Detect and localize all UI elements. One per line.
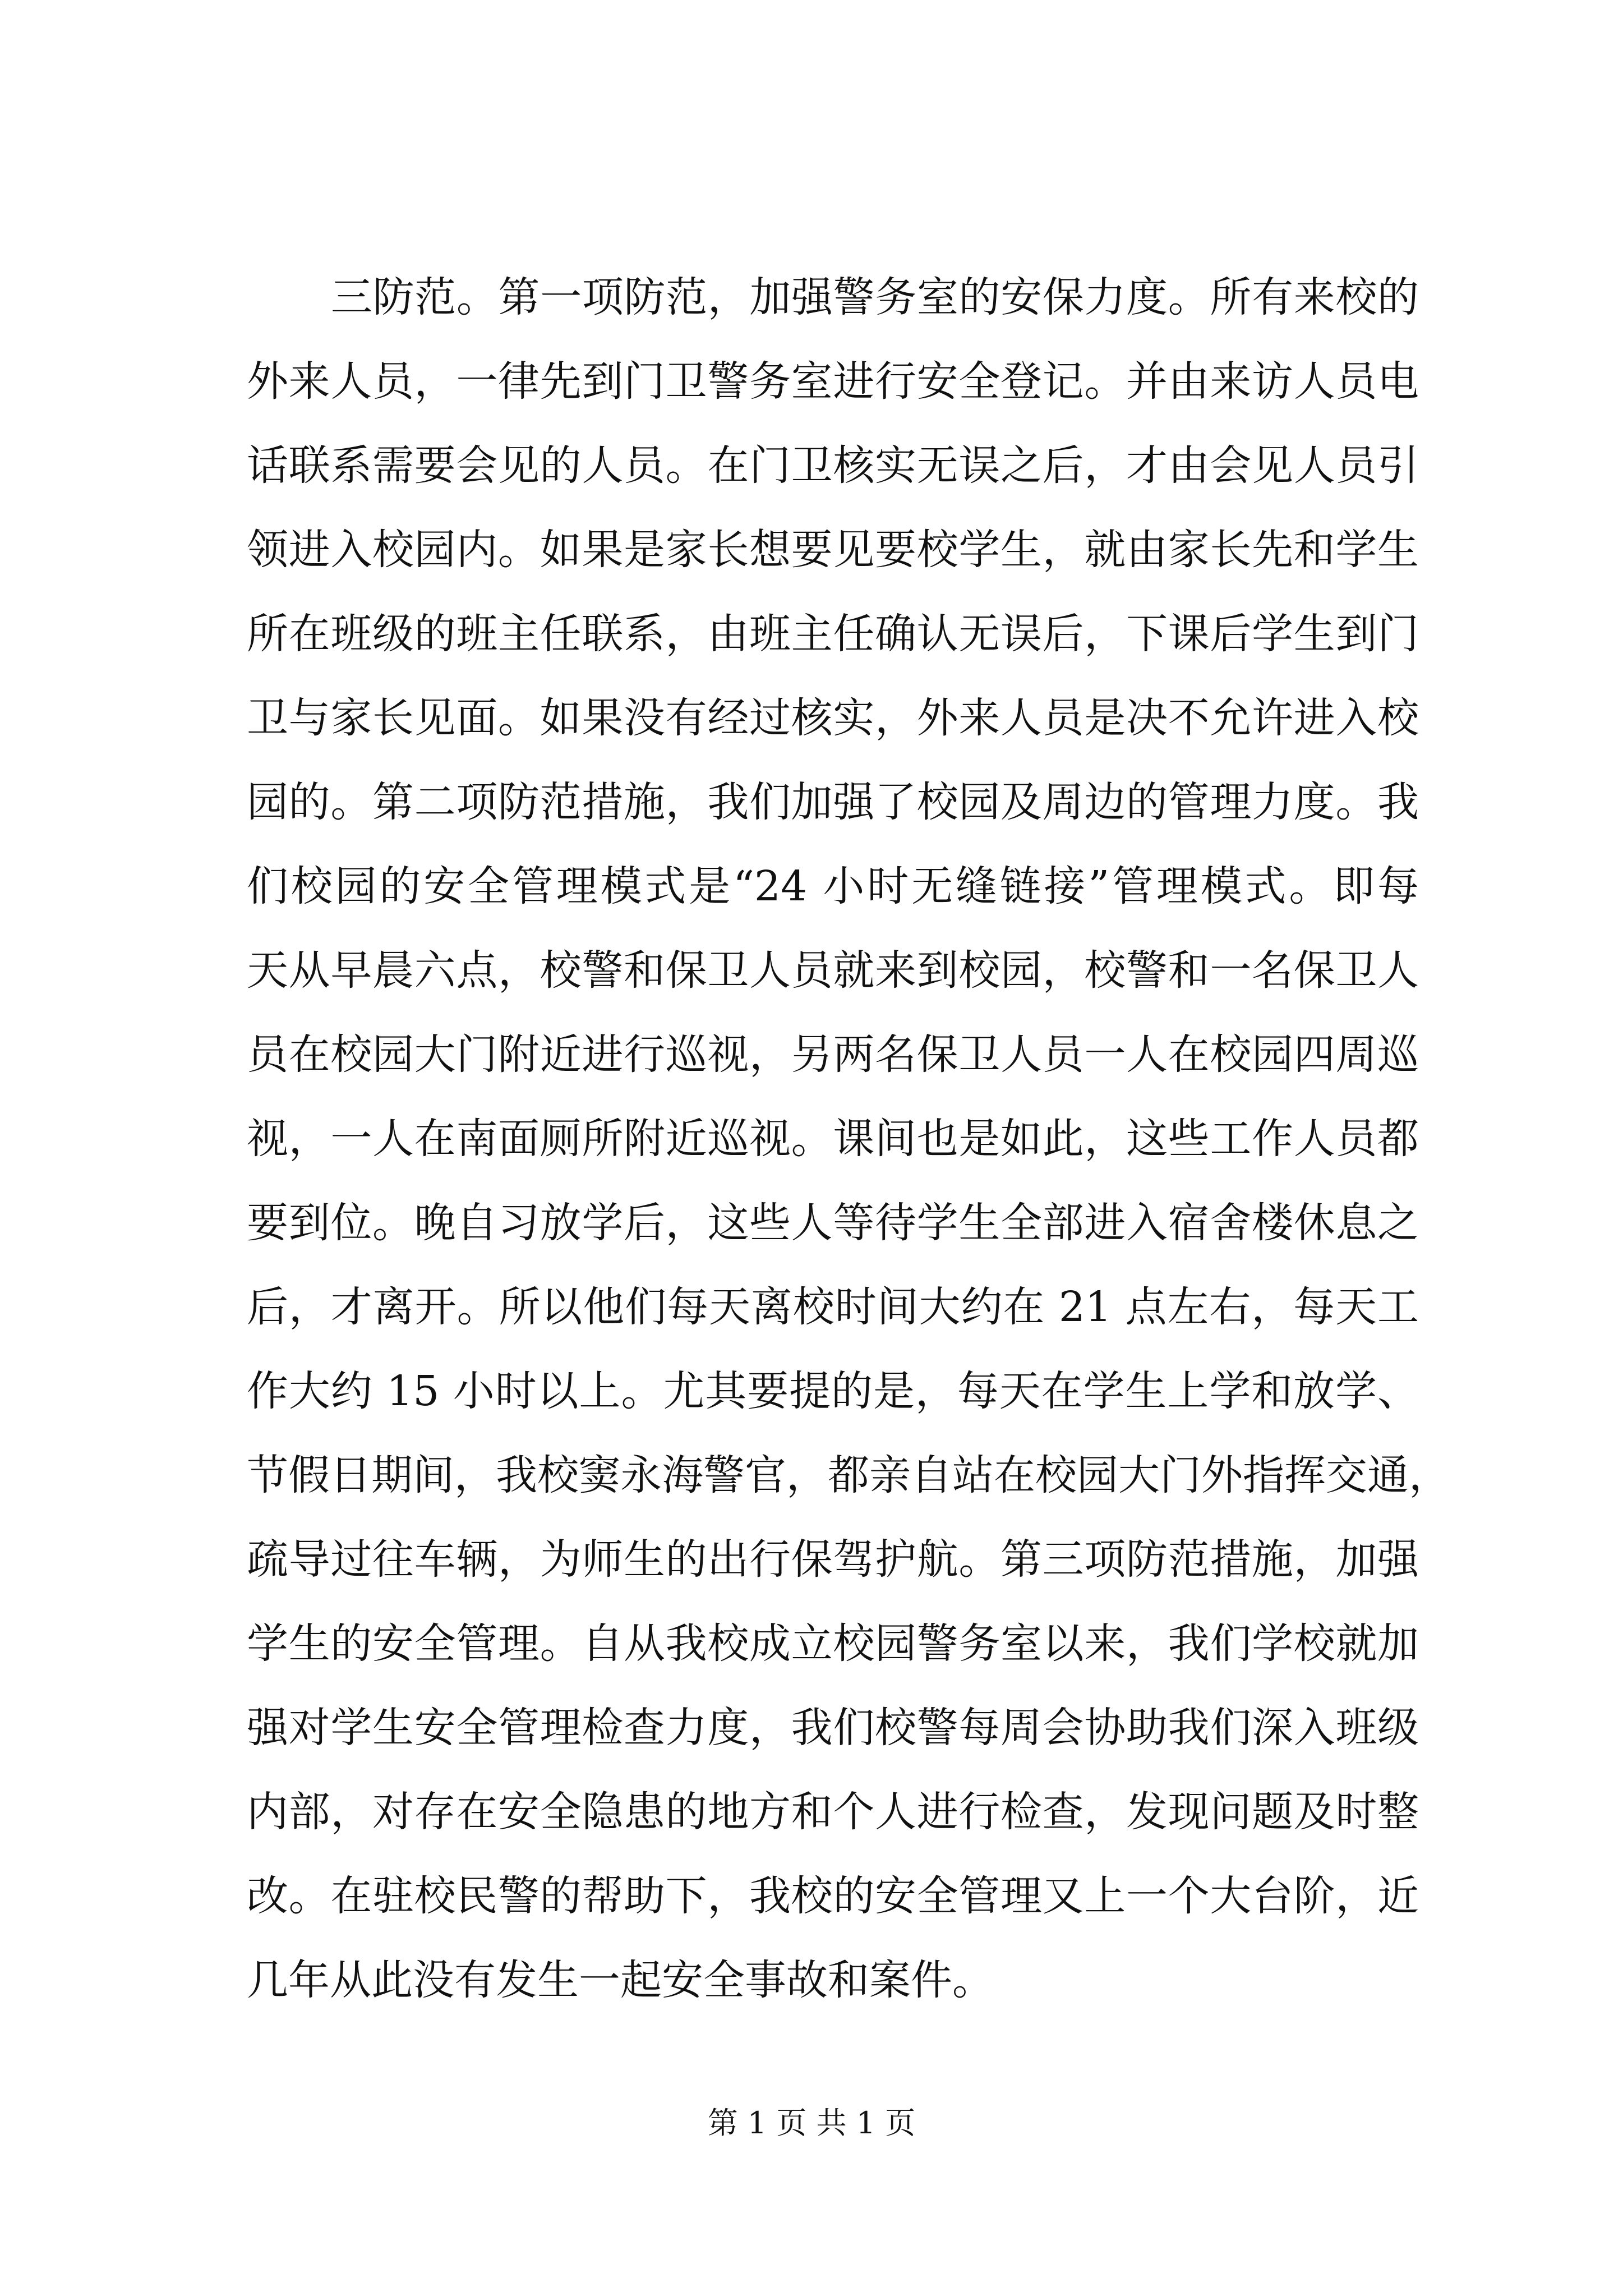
- text-line: 疏导过往车辆，为师生的出行保驾护航。第三项防范措施，加强: [247, 1535, 1419, 1584]
- page-number-footer: 第 1 页 共 1 页: [707, 2105, 916, 2141]
- text-line: 要到位。晚自习放学后，这些人等待学生全部进入宿舍楼休息之: [247, 1199, 1419, 1247]
- text-line: 三防范。第一项防范，加强警务室的安保力度。所有来校的: [331, 273, 1419, 321]
- text-line: 作大约 15 小时以上。尤其要提的是，每天在学生上学和放学、: [247, 1367, 1419, 1415]
- text-line: 视，一人在南面厕所附近巡视。课间也是如此，这些工作人员都: [247, 1115, 1419, 1163]
- text-line: 节假日期间，我校窦永海警官，都亲自站在校园大门外指挥交通，: [247, 1451, 1450, 1499]
- text-line: 所在班级的班主任联系，由班主任确认无误后，下课后学生到门: [247, 610, 1419, 658]
- text-line: 学生的安全管理。自从我校成立校园警务室以来，我们学校就加: [247, 1619, 1419, 1668]
- text-line: 领进入校园内。如果是家长想要见要校学生，就由家长先和学生: [247, 526, 1419, 574]
- text-line: 强对学生安全管理检查力度，我们校警每周会协助我们深入班级: [247, 1704, 1419, 1752]
- text-line: 内部，对存在安全隐患的地方和个人进行检查，发现问题及时整: [247, 1788, 1419, 1836]
- text-line: 改。在驻校民警的帮助下，我校的安全管理又上一个大台阶，近: [247, 1872, 1419, 1920]
- text-line: 园的。第二项防范措施，我们加强了校园及周边的管理力度。我: [247, 778, 1419, 826]
- text-line: 话联系需要会见的人员。在门卫核实无误之后，才由会见人员引: [247, 441, 1419, 490]
- text-line: 后，才离开。所以他们每天离校时间大约在 21 点左右，每天工: [247, 1283, 1419, 1331]
- text-line: 外来人员，一律先到门卫警务室进行安全登记。并由来访人员电: [247, 357, 1419, 406]
- document-body: [247, 255, 1450, 2022]
- text-line: 们校园的安全管理模式是“24 小时无缝链接”管理模式。即每: [247, 862, 1419, 910]
- text-line: 员在校园大门附近进行巡视，另两名保卫人员一人在校园四周巡: [247, 1030, 1419, 1079]
- text-line: 几年从此没有发生一起安全事故和案件。: [247, 1956, 994, 2004]
- text-line: 卫与家长见面。如果没有经过核实，外来人员是决不允许进入校: [247, 694, 1419, 742]
- text-line: 天从早晨六点，校警和保卫人员就来到校园，校警和一名保卫人: [247, 946, 1419, 995]
